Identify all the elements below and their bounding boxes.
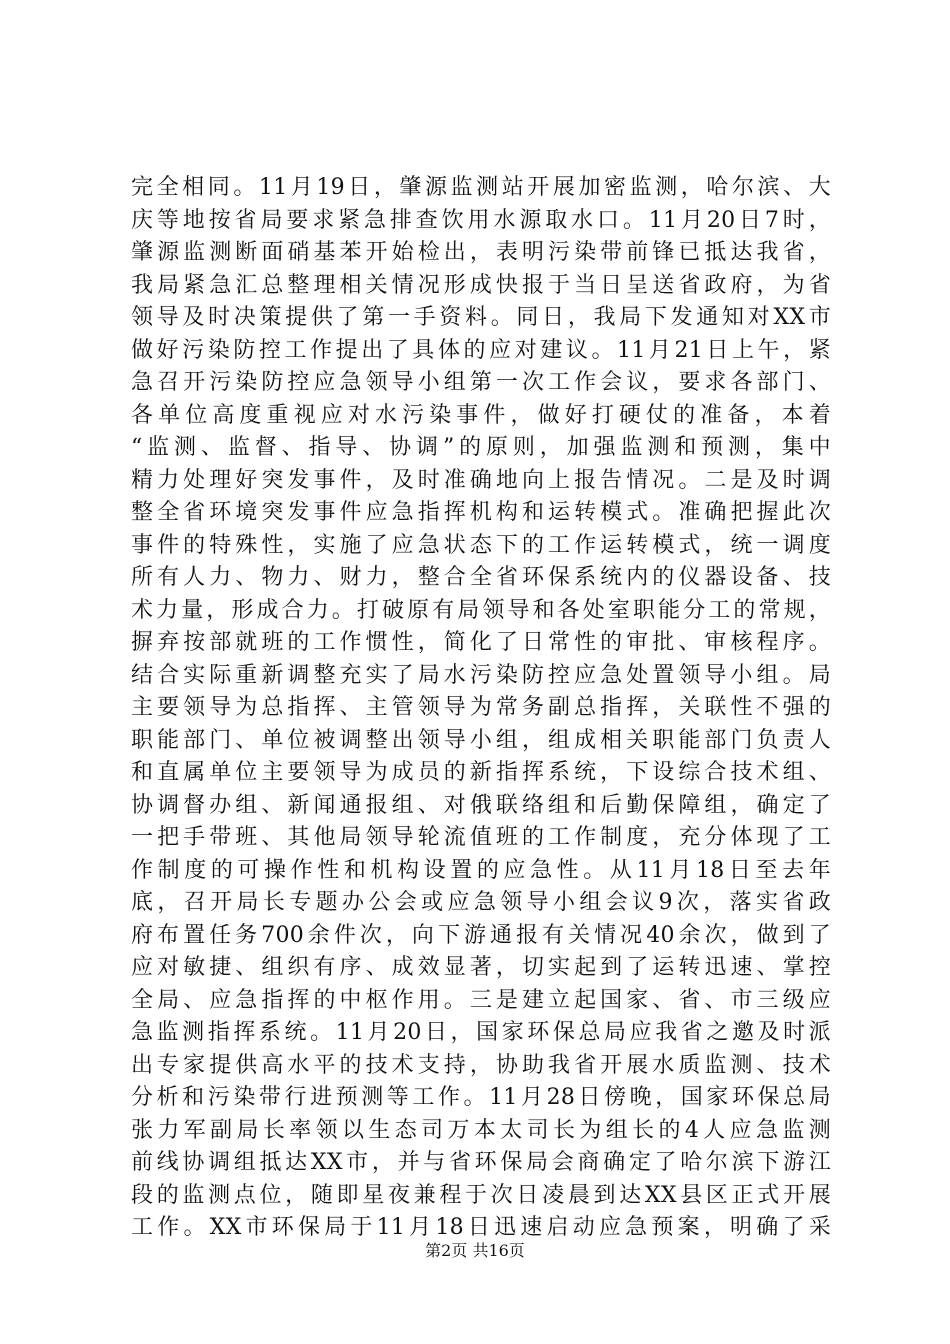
text-line: 急召开污染防控应急领导小组第一次工作会议，要求各部门、 (131, 370, 831, 395)
text-line: 分析和污染带行进预测等工作。11月28日傍晚，国家环保总局 (131, 1085, 831, 1110)
text-line: 结合实际重新调整充实了局水污染防控应急处置领导小组。局 (131, 662, 831, 688)
text-line: 庆等地按省局要求紧急排查饮用水源取水口。11月20日7时， (131, 207, 831, 233)
text-line: 一把手带班、其他局领导轮流值班的工作制度，充分体现了工 (131, 825, 831, 850)
text-line: 主要领导为总指挥、主管领导为常务副总指挥，关联性不强的 (131, 695, 831, 720)
text-line: “监测、监督、指导、协调”的原则，加强监测和预测，集中 (131, 435, 831, 460)
text-line: 摒弃按部就班的工作惯性，简化了日常性的审批、审核程序。 (131, 630, 831, 655)
text-line: 肇源监测断面硝基苯开始检出，表明污染带前锋已抵达我省， (131, 240, 831, 265)
text-line: 事件的特殊性，实施了应急状态下的工作运转模式，统一调度 (131, 532, 831, 558)
text-line: 段的监测点位，随即星夜兼程于次日凌晨到达XX县区正式开展 (131, 1182, 831, 1208)
text-line: 做好污染防控工作提出了具体的应对建议。11月21日上午，紧 (131, 337, 831, 363)
page-footer: 第2页 共16页 (425, 1241, 525, 1260)
text-line: 全局、应急指挥的中枢作用。三是建立起国家、省、市三级应 (131, 987, 831, 1013)
text-line: 府布置任务700余件次，向下游通报有关情况40余次，做到了 (131, 922, 831, 948)
text-line: 所有人力、物力、财力，整合全省环保系统内的仪器设备、技 (131, 565, 831, 590)
text-line: 领导及时决策提供了第一手资料。同日，我局下发通知对XX市 (131, 305, 831, 330)
text-line: 张力军副局长率领以生态司万本太司长为组长的4人应急监测 (131, 1117, 831, 1143)
body-text (131, 172, 831, 1245)
text-line: 急监测指挥系统。11月20日，国家环保总局应我省之邀及时派 (131, 1020, 831, 1045)
text-line: 整全省环境突发事件应急指挥机构和运转模式。准确把握此次 (131, 500, 831, 525)
text-line: 术力量，形成合力。打破原有局领导和各处室职能分工的常规， (131, 597, 831, 623)
text-line: 各单位高度重视应对水污染事件，做好打硬仗的准备，本着 (131, 402, 831, 428)
text-line: 协调督办组、新闻通报组、对俄联络组和后勤保障组，确定了 (131, 792, 831, 818)
text-line: 我局紧急汇总整理相关情况形成快报于当日呈送省政府，为省 (131, 272, 831, 298)
text-line: 完全相同。11月19日，肇源监测站开展加密监测，哈尔滨、大 (131, 175, 831, 200)
text-line: 作制度的可操作性和机构设置的应急性。从11月18日至去年 (131, 857, 831, 883)
text-line: 出专家提供高水平的技术支持，协助我省开展水质监测、技术 (131, 1052, 831, 1078)
text-line: 和直属单位主要领导为成员的新指挥系统，下设综合技术组、 (131, 760, 831, 785)
text-line: 精力处理好突发事件，及时准确地向上报告情况。二是及时调 (131, 467, 831, 493)
text-line: 前线协调组抵达XX市，并与省环保局会商确定了哈尔滨下游江 (131, 1150, 831, 1175)
text-line: 工作。XX市环保局于11月18日迅速启动应急预案，明确了采 (131, 1215, 831, 1240)
text-line: 底，召开局长专题办公会或应急领导小组会议9次，落实省政 (131, 890, 831, 915)
text-line: 职能部门、单位被调整出领导小组，组成相关职能部门负责人 (131, 727, 831, 753)
text-line: 应对敏捷、组织有序、成效显著，切实起到了运转迅速、掌控 (131, 955, 831, 980)
